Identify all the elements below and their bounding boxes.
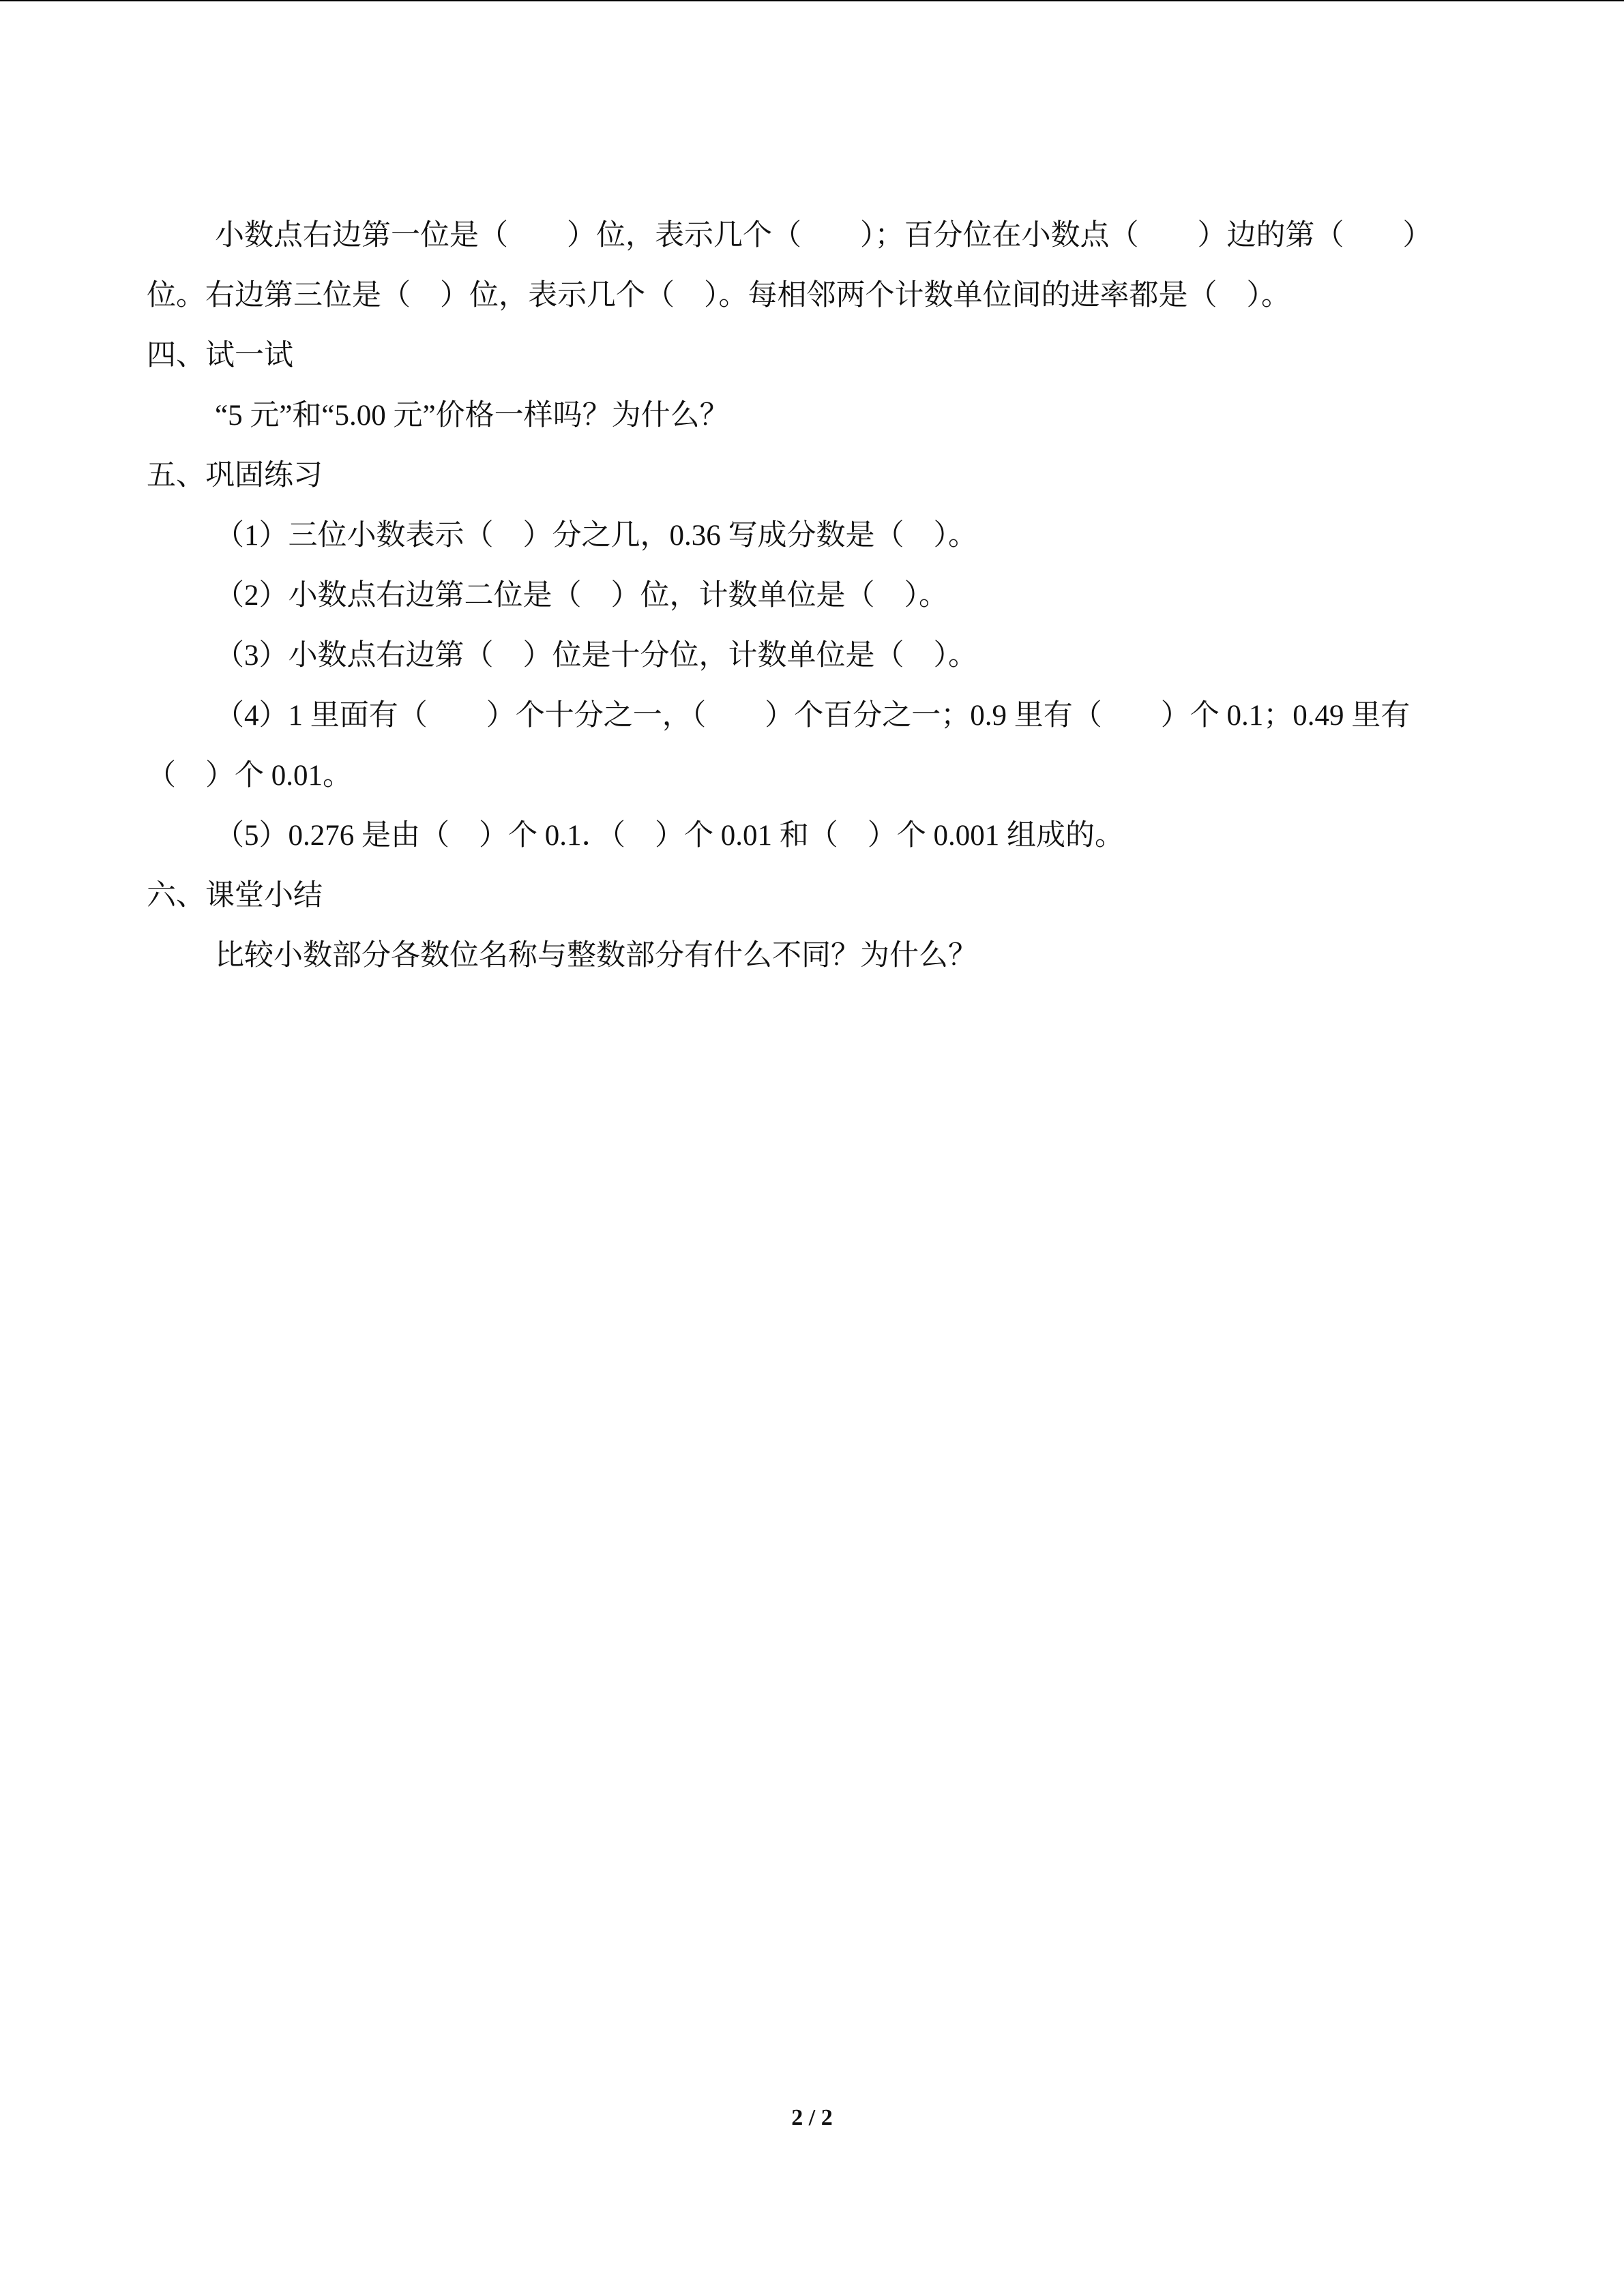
- exercise-item-4-continued: （ ）个 0.01。: [147, 760, 352, 792]
- exercise-item-4: （4）1 里面有（ ）个十分之一，（ ）个百分之一；0.9 里有（ ）个 0.1；0.49 里有: [215, 700, 1411, 732]
- section-4-heading: 四、试一试: [147, 340, 293, 372]
- intro-line-2: 位。右边第三位是（ ）位，表示几个（ ）。每相邻两个计数单位间的进率都是（ ）。: [147, 280, 1290, 312]
- section-6-text: 比较小数部分各数位名称与整数部分有什么不同？为什么？: [215, 940, 977, 972]
- document-body: [147, 206, 1483, 986]
- exercise-item-5: （5）0.276 是由（ ）个 0.1．（ ）个 0.01 和（ ）个 0.001 组成的。: [215, 820, 1124, 852]
- page-number: 2 / 2: [791, 2105, 833, 2130]
- section-5-heading: 五、巩固练习: [147, 460, 323, 492]
- exercise-item-1: （1）三位小数表示（ ）分之几，0.36 写成分数是（ ）。: [215, 520, 977, 552]
- exercise-item-2: （2）小数点右边第二位是（ ）位，计数单位是（ ）。: [215, 580, 948, 612]
- section-6-heading: 六、课堂小结: [147, 880, 323, 912]
- exercise-item-3: （3）小数点右边第（ ）位是十分位，计数单位是（ ）。: [215, 640, 977, 672]
- section-4-text: “5 元”和“5.00 元”价格一样吗？为什么？: [215, 400, 729, 432]
- intro-line-1: 小数点右边第一位是（ ）位，表示几个（ ）；百分位在小数点（ ）边的第（ ）: [215, 220, 1432, 252]
